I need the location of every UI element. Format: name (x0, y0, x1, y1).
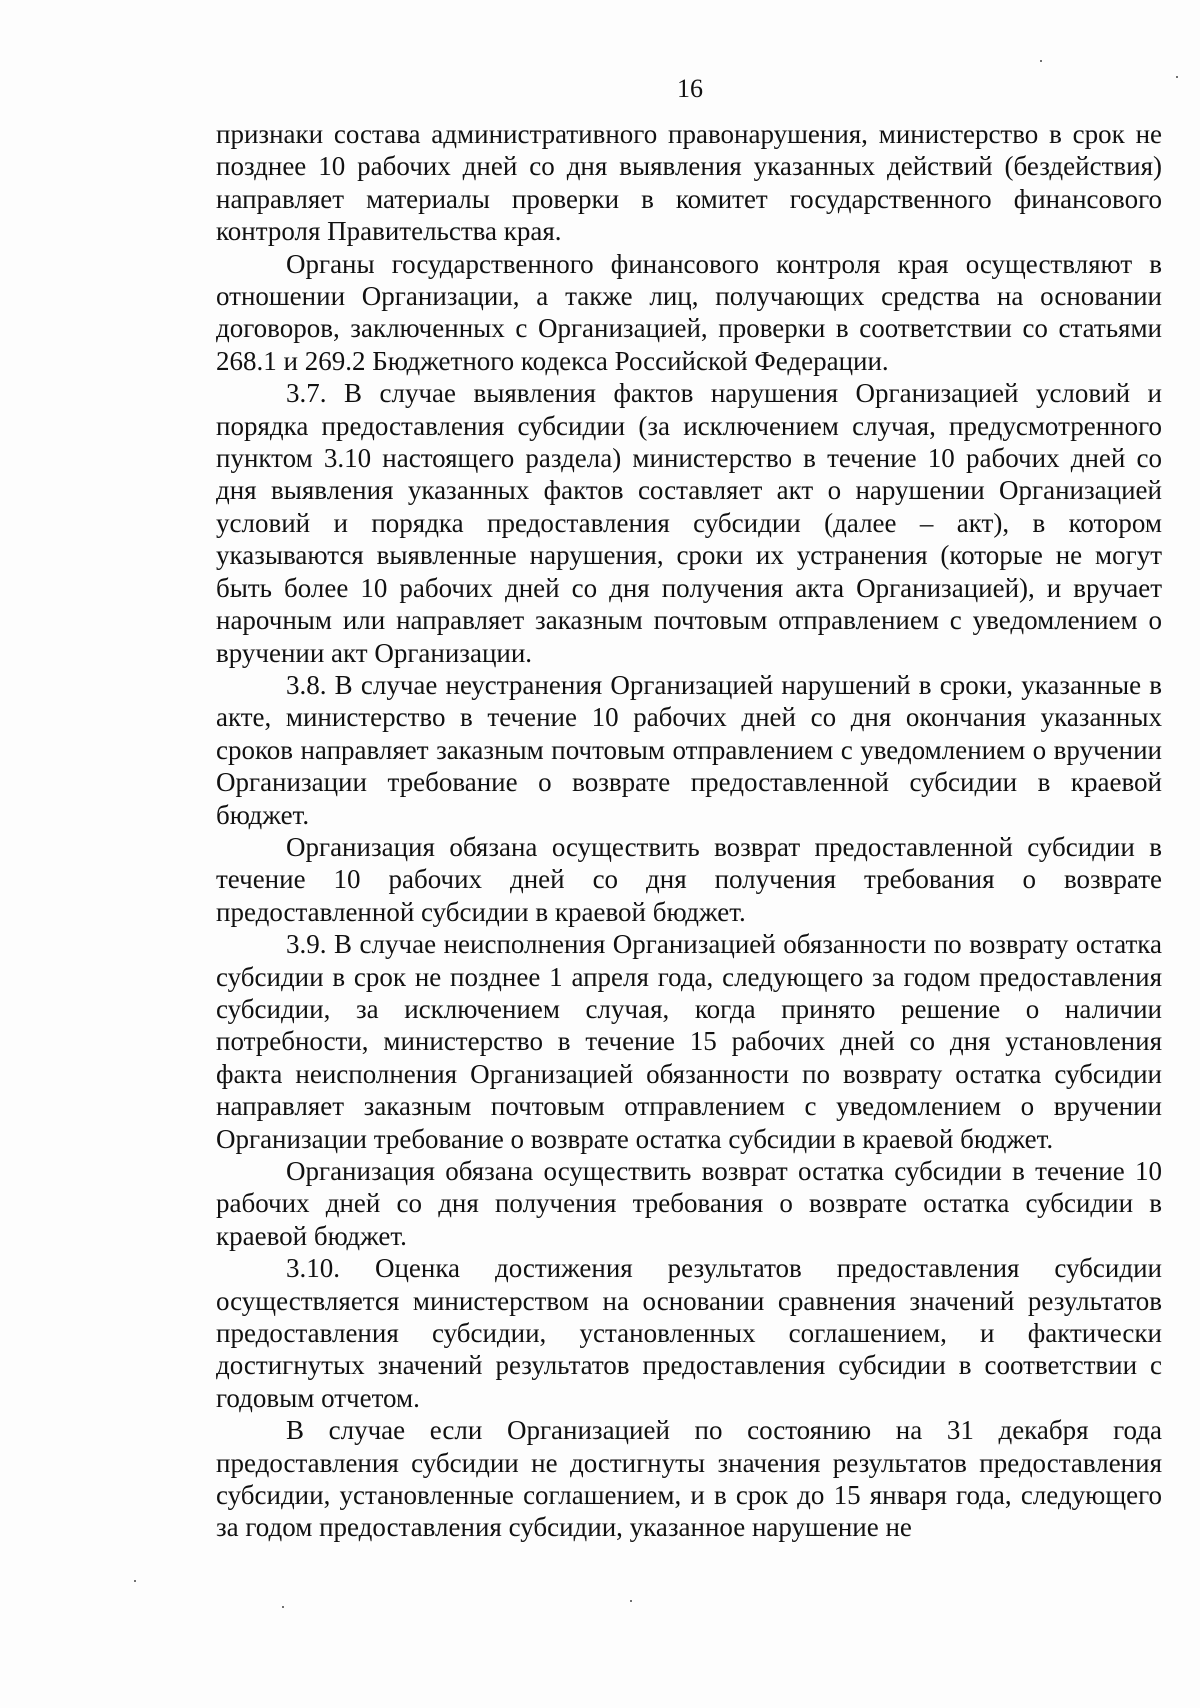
paragraph-december-31: В случае если Организацией по состоянию на 31 декабря года предоставления субсидии не достигнуты значения результатов предоставления субсидии, установленные соглашением, и в срок до 15 января года, следующего за годом предоставления субсидии, указанное нарушение не (216, 1415, 1162, 1543)
page-number: 16 (677, 74, 703, 103)
document-body (216, 118, 1162, 1544)
paragraph-return-subsidy: Организация обязана осуществить возврат предоставленной субсидии в течение 10 рабочих дней со дня получения требования о возврате предоставленной субсидии в краевой бюджет. (216, 831, 1162, 927)
paragraph-continuation: признаки состава административного правонарушения, министерство в срок не позднее 10 рабочих дней со дня выявления указанных действий (бездействия) направляет материалы проверки в комитет государственного финансового контроля Правительства края. (216, 119, 1162, 247)
scan-speck (282, 1606, 284, 1608)
scan-speck (630, 1600, 632, 1602)
scan-speck (134, 1580, 136, 1582)
paragraph-3-10: 3.10. Оценка достижения результатов предоставления субсидии осуществляется министерством на основании сравнения значений результатов предоставления субсидии, установленных соглашением, и фактически достигнутых значений результатов предоставления субсидии в соответствии с годовым отчетом. (216, 1253, 1162, 1413)
paragraph-financial-control: Органы государственного финансового контроля края осуществляют в отношении Организации, а также лиц, получающих средства на основании договоров, заключенных с Организацией, проверки в соответствии со статьями 268.1 и 269.2 Бюджетного кодекса Российской Федерации. (216, 248, 1162, 376)
scan-speck (1040, 60, 1042, 62)
paragraph-3-8: 3.8. В случае неустранения Организацией нарушений в сроки, указанные в акте, министерство в течение 10 рабочих дней со дня окончания указанных сроков направляет заказным почтовым отправлением с уведомлением о вручении Организации требование о возврате предоставленной субсидии в краевой бюджет. (216, 669, 1162, 830)
paragraph-return-remainder: Организация обязана осуществить возврат остатка субсидии в течение 10 рабочих дней со дня получения требования о возврате остатка субсидии в краевой бюджет. (216, 1156, 1162, 1251)
scan-speck (1176, 76, 1178, 78)
paragraph-3-9: 3.9. В случае неисполнения Организацией обязанности по возврату остатка субсидии в срок не позднее 1 апреля года, следующего за годом предоставления субсидии, за исключением случая, когда принято решение о наличии потребности, министерство в течение 15 рабочих дней со дня установления факта неисполнения Организацией обязанности по возврату остатка субсидии направляет заказным почтовым отправлением с уведомлением о вручении Организации требование о возврате остатка субсидии в краевой бюджет. (216, 929, 1162, 1154)
paragraph-3-7: 3.7. В случае выявления фактов нарушения Организацией условий и порядка предоставления субсидии (за исключением случая, предусмотренного пунктом 3.10 настоящего раздела) министерство в течение 10 рабочих дней со дня выявления указанных фактов составляет акт о нарушении Организацией условий и порядка предоставления субсидии (далее – акт), в котором указываются выявленные нарушения, сроки их устранения (которые не могут быть более 10 рабочих дней со дня получения акта Организацией), и вручает нарочным или направляет заказным почтовым отправлением с уведомлением о вручении акт Организации. (216, 378, 1162, 668)
